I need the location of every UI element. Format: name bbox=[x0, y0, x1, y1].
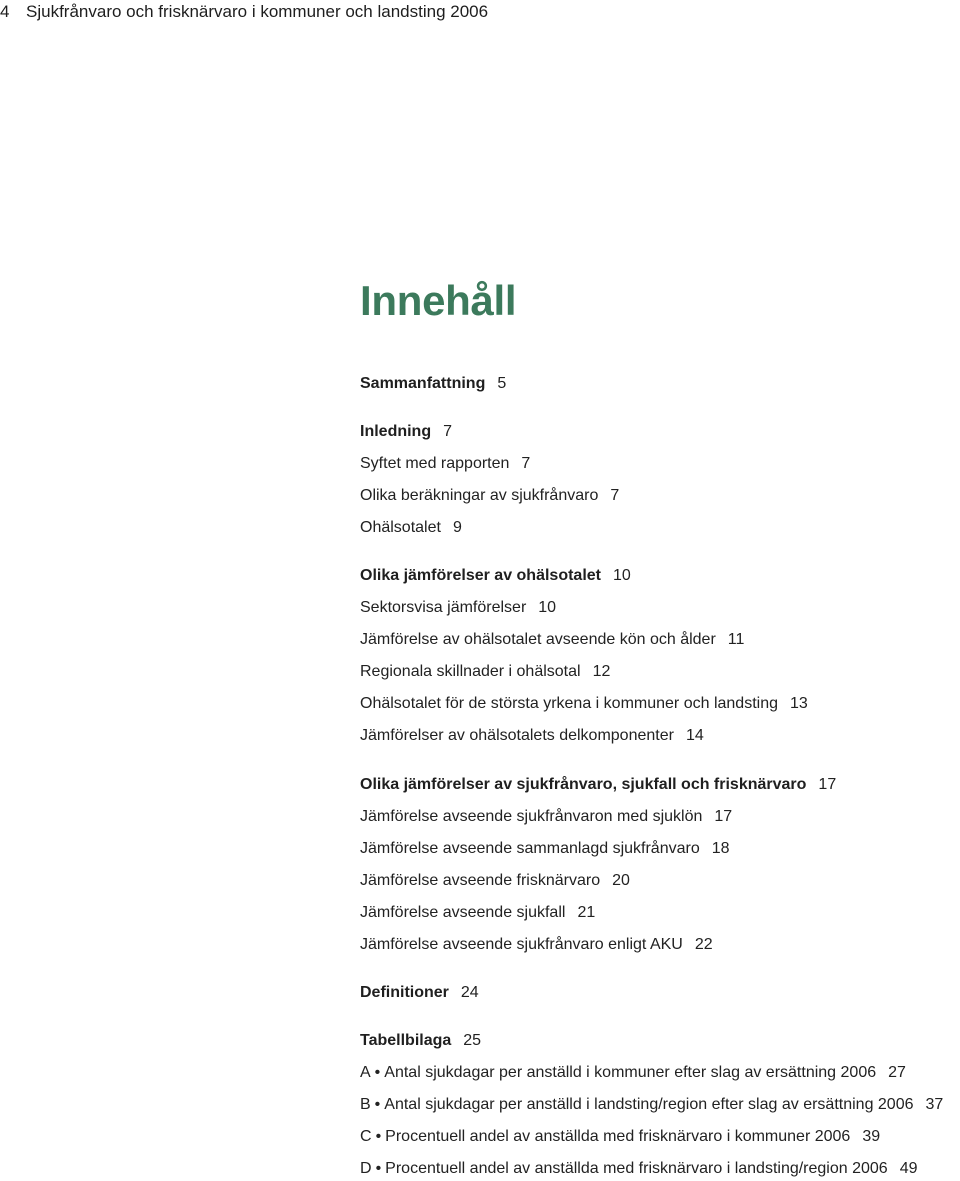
running-header bbox=[0, 0, 488, 24]
toc-appendix-entry[interactable] bbox=[360, 1125, 880, 1149]
bullet-icon: • bbox=[374, 1064, 381, 1081]
toc-entry-page: 7 bbox=[610, 487, 620, 504]
toc-entry-page: 11 bbox=[727, 631, 745, 648]
toc-entry-label: Antal sjukdagar per anställd i kommuner efter slag av ersättning 2006 bbox=[384, 1064, 877, 1081]
bullet-icon: • bbox=[374, 1096, 381, 1113]
toc-entry-label: Ohälsotalet för de största yrkena i kommuner och landsting bbox=[360, 695, 778, 712]
toc-entry-page: 10 bbox=[538, 599, 557, 616]
toc-entry-label: Procentuell andel av anställda med frisknärvaro i kommuner 2006 bbox=[385, 1128, 851, 1145]
toc-entry[interactable] bbox=[360, 837, 730, 861]
appendix-letter: A bbox=[360, 1064, 371, 1081]
toc-entry-page: 21 bbox=[577, 904, 596, 921]
toc-entry[interactable] bbox=[360, 420, 452, 444]
toc-entry-page: 27 bbox=[888, 1064, 906, 1081]
toc-entry-label: Jämförelse avseende sjukfrånvaro enligt AKU bbox=[360, 936, 683, 953]
toc-entry-label: Antal sjukdagar per anställd i landsting/region efter slag av ersättning 2006 bbox=[384, 1096, 914, 1113]
toc-entry-page: 9 bbox=[452, 519, 462, 536]
toc-entry[interactable] bbox=[360, 628, 744, 652]
toc-entry-page: 37 bbox=[925, 1096, 944, 1113]
toc-entry[interactable] bbox=[360, 372, 506, 396]
toc-entry-page: 12 bbox=[592, 663, 611, 680]
toc-entry[interactable] bbox=[360, 484, 619, 508]
toc-entry[interactable] bbox=[360, 805, 732, 829]
toc-entry-label: Jämförelse av ohälsotalet avseende kön och ålder bbox=[360, 631, 716, 648]
toc-entry-label: Inledning bbox=[360, 423, 432, 440]
toc-entry-page: 7 bbox=[443, 423, 453, 440]
toc-entry[interactable] bbox=[360, 564, 631, 588]
toc-entry[interactable] bbox=[360, 933, 713, 957]
toc-entry-label: Sammanfattning bbox=[360, 375, 486, 392]
toc-entry[interactable] bbox=[360, 516, 462, 540]
toc-entry-label: Jämförelse avseende sammanlagd sjukfrånvaro bbox=[360, 840, 700, 857]
toc-entry-page: 7 bbox=[521, 455, 531, 472]
toc-entry[interactable] bbox=[360, 773, 836, 797]
toc-entry-page: 20 bbox=[612, 872, 630, 889]
page-number: 4 bbox=[0, 2, 10, 21]
toc-entry-page: 10 bbox=[613, 567, 631, 584]
toc-entry-page: 5 bbox=[497, 375, 507, 392]
toc-entry-label: Jämförelse avseende sjukfrånvaron med sjuklön bbox=[360, 808, 703, 825]
toc-entry[interactable] bbox=[360, 901, 595, 925]
toc-appendix-entry[interactable] bbox=[360, 1093, 943, 1117]
toc-entry-page: 17 bbox=[714, 808, 733, 825]
toc-entry-label: Olika jämförelser av sjukfrånvaro, sjukfall och frisknärvaro bbox=[360, 776, 807, 793]
bullet-icon: • bbox=[375, 1128, 382, 1145]
toc-entry-page: 17 bbox=[818, 776, 837, 793]
table-of-contents bbox=[360, 276, 960, 326]
toc-entry-label: Jämförelse avseende sjukfall bbox=[360, 904, 566, 921]
toc-title: Innehåll bbox=[360, 277, 517, 324]
toc-entry-label: Olika jämförelser av ohälsotalet bbox=[360, 567, 601, 584]
appendix-letter: C bbox=[360, 1128, 372, 1145]
toc-entry[interactable] bbox=[360, 692, 808, 716]
toc-entry-label: Jämförelser av ohälsotalets delkomponenter bbox=[360, 727, 674, 744]
toc-entry[interactable] bbox=[360, 724, 704, 748]
toc-entry[interactable] bbox=[360, 1029, 481, 1053]
toc-entry-page: 24 bbox=[460, 984, 479, 1001]
toc-entry[interactable] bbox=[360, 869, 630, 893]
toc-entry-label: Syftet med rapporten bbox=[360, 455, 510, 472]
toc-entry-page: 39 bbox=[862, 1128, 881, 1145]
toc-entry-label: Definitioner bbox=[360, 984, 449, 1001]
toc-entry[interactable] bbox=[360, 660, 610, 684]
toc-appendix-entry[interactable] bbox=[360, 1061, 906, 1085]
toc-entry-label: Sektorsvisa jämförelser bbox=[360, 599, 527, 616]
toc-entry[interactable] bbox=[360, 452, 530, 476]
toc-entry-page: 18 bbox=[711, 840, 730, 857]
appendix-letter: B bbox=[360, 1096, 371, 1113]
toc-entry[interactable] bbox=[360, 596, 556, 620]
bullet-icon: • bbox=[375, 1160, 382, 1177]
appendix-letter: D bbox=[360, 1160, 372, 1177]
running-header-title: Sjukfrånvaro och frisknärvaro i kommuner och landsting 2006 bbox=[26, 2, 489, 21]
toc-entry-page: 13 bbox=[789, 695, 808, 712]
toc-entry-page: 49 bbox=[899, 1160, 918, 1177]
toc-entry-page: 14 bbox=[685, 727, 704, 744]
toc-entry-label: Jämförelse avseende frisknärvaro bbox=[360, 872, 601, 889]
toc-entry-label: Regionala skillnader i ohälsotal bbox=[360, 663, 581, 680]
toc-entry-label: Olika beräkningar av sjukfrånvaro bbox=[360, 487, 599, 504]
toc-appendix-entry[interactable] bbox=[360, 1157, 918, 1181]
toc-entry[interactable] bbox=[360, 981, 479, 1005]
toc-entry-page: 25 bbox=[463, 1032, 482, 1049]
toc-entry-label: Procentuell andel av anställda med frisknärvaro i landsting/region 2006 bbox=[385, 1160, 888, 1177]
toc-entry-label: Ohälsotalet bbox=[360, 519, 441, 536]
toc-entry-label: Tabellbilaga bbox=[360, 1032, 452, 1049]
toc-entry-page: 22 bbox=[694, 936, 713, 953]
